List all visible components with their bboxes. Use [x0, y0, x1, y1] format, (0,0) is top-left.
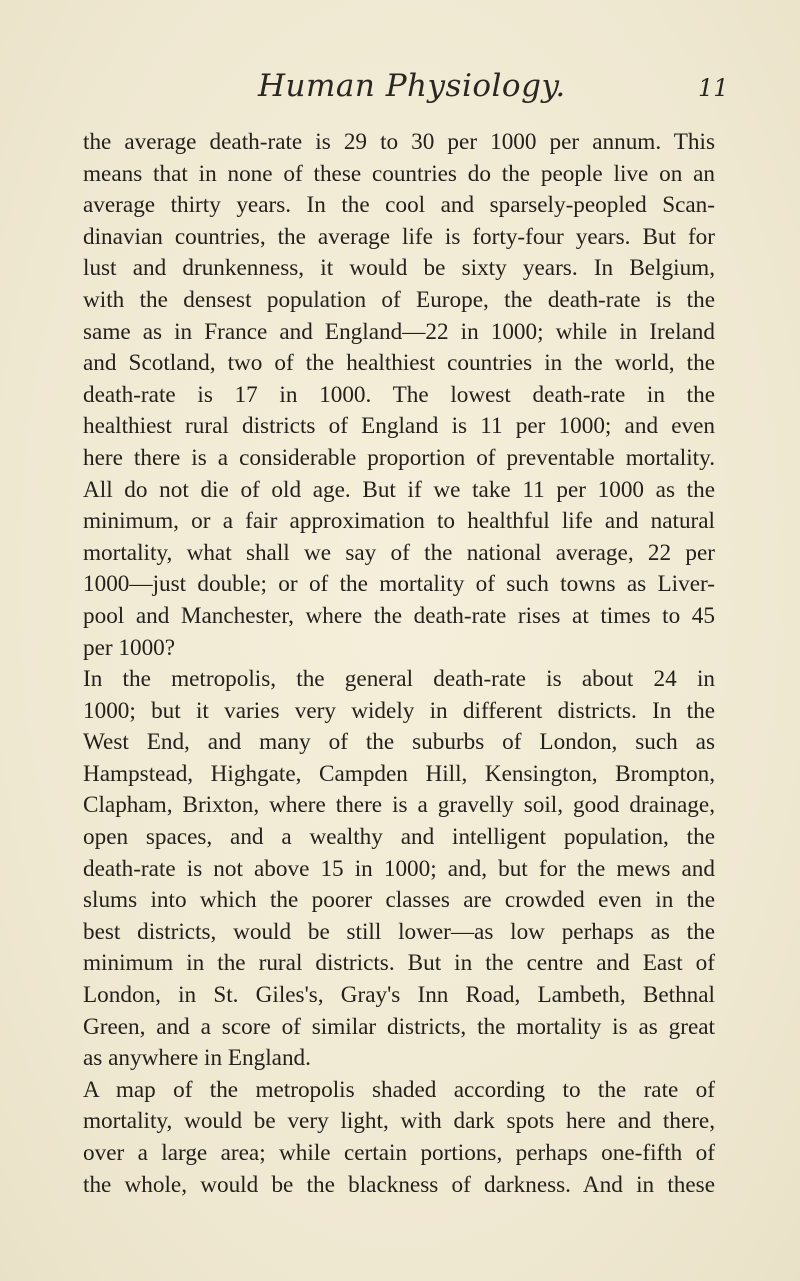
body-text [83, 127, 715, 1201]
text-line: open spaces, and a wealthy and intelligent population, the [83, 824, 715, 851]
text-line: Green, and a score of similar districts, the mortality is as great [83, 1013, 715, 1040]
text-line: Clapham, Brixton, where there is a gravelly soil, good drainage, [83, 792, 715, 819]
text-line: with the densest population of Europe, the death-rate is the [83, 286, 715, 313]
paragraph-start-line: In the metropolis, the general death-rate is about 24 in [83, 666, 715, 693]
text-line: over a large area; while certain portions, perhaps one-fifth of [83, 1140, 715, 1166]
text-line: mortality, what shall we say of the national average, 22 per [83, 539, 715, 566]
text-line: means that in none of these countries do the people live on an [83, 160, 715, 187]
text-line: lust and drunkenness, it would be sixty years. In Belgium, [83, 255, 715, 282]
text-line: West End, and many of the suburbs of London, such as [83, 729, 715, 756]
paragraph-start-line: A map of the metropolis shaded according to the rate of [83, 1076, 715, 1103]
text-line: Hampstead, Highgate, Campden Hill, Kensington, Brompton, [83, 760, 715, 787]
text-line: pool and Manchester, where the death-rate rises at times to 45 [83, 602, 715, 629]
text-line: dinavian countries, the average life is forty-four years. But for [83, 223, 715, 250]
text-line: best districts, would be still lower—as low perhaps as the [83, 918, 715, 945]
text-line: average thirty years. In the cool and sparsely-peopled Scan- [83, 192, 715, 219]
text-line: same as in France and England—22 in 1000; while in Ireland [83, 318, 715, 345]
text-line: slums into which the poorer classes are crowded even in the [83, 887, 715, 914]
text-line: the whole, would be the blackness of darkness. And in these [83, 1171, 715, 1198]
page-number: 11 [698, 74, 729, 102]
text-line: death-rate is not above 15 in 1000; and, but for the mews and [83, 855, 715, 882]
paragraph-end-line: per 1000? [83, 634, 176, 661]
text-line: minimum in the rural districts. But in the centre and East of [83, 950, 715, 977]
text-line: 1000—just double; or of the mortality of such towns as Liver- [83, 571, 715, 598]
text-line: and Scotland, two of the healthiest countries in the world, the [83, 350, 715, 377]
paragraph-end-line: as anywhere in England. [83, 1045, 311, 1072]
text-line: healthiest rural districts of England is 11 per 1000; and even [83, 413, 715, 440]
text-line: All do not die of old age. But if we take 11 per 1000 as the [83, 476, 715, 503]
running-title: Human Physiology. [258, 68, 566, 104]
text-line: here there is a considerable proportion of preventable mortality. [83, 444, 715, 471]
running-head [0, 68, 800, 118]
text-line: London, in St. Giles's, Gray's Inn Road, Lambeth, Bethnal [83, 982, 715, 1009]
text-line: 1000; but it varies very widely in different districts. In the [83, 697, 715, 724]
text-line: minimum, or a fair approximation to healthful life and natural [83, 508, 715, 535]
text-line: mortality, would be very light, with dark spots here and there, [83, 1108, 715, 1135]
text-line: death-rate is 17 in 1000. The lowest death-rate in the [83, 381, 715, 408]
text-line: the average death-rate is 29 to 30 per 1000 per annum. This [83, 129, 715, 155]
